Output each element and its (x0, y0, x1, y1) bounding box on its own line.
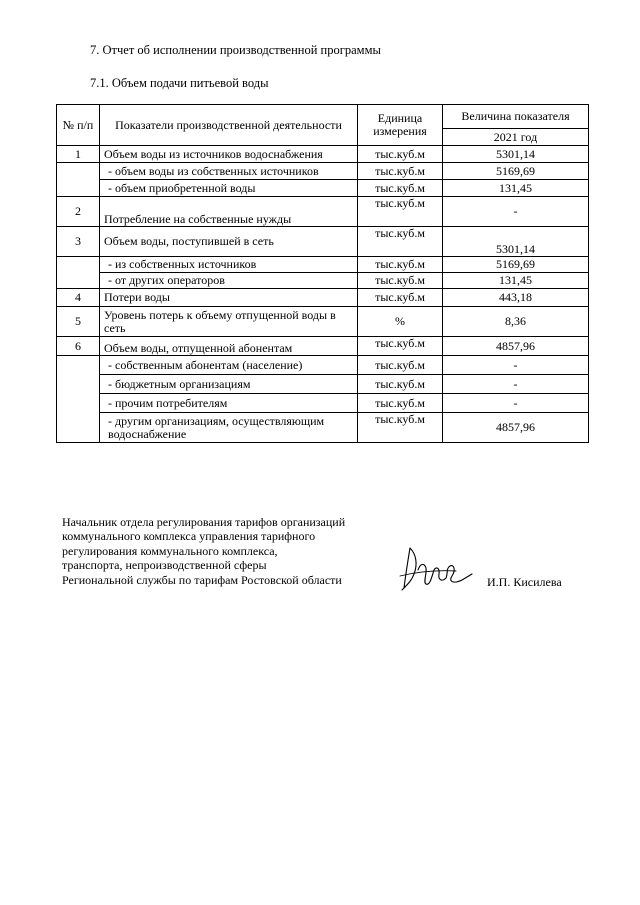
cell-value: 5301,14 (443, 146, 589, 163)
cell-unit: тыс.куб.м (358, 227, 443, 257)
cell-unit: тыс.куб.м (358, 413, 443, 443)
cell-name: Объем воды, поступившей в сеть (100, 227, 358, 257)
signatory-title (62, 515, 345, 587)
cell-num: 2 (57, 197, 100, 227)
cell-unit: тыс.куб.м (358, 197, 443, 227)
cell-value: - (443, 356, 589, 375)
cell-name: Потери воды (100, 289, 358, 307)
signatory-title-line: Региональной службы по тарифам Ростовской области (62, 572, 342, 587)
cell-name: Объем воды, отпущенной абонентам (100, 337, 358, 356)
table-row (57, 180, 589, 197)
cell-unit: тыс.куб.м (358, 163, 443, 180)
signatory-title-line: регулирования коммунального комплекса, (62, 543, 278, 558)
cell-value: 5169,69 (443, 163, 589, 180)
cell-name: - объем воды из собственных источников (100, 163, 358, 180)
table-row (57, 289, 589, 307)
header-unit: Единица измерения (358, 105, 443, 146)
water-supply-table (56, 104, 589, 443)
cell-name: - прочим потребителям (100, 394, 358, 413)
cell-value: 131,45 (443, 273, 589, 289)
header-value: Величина показателя (443, 105, 589, 129)
table-row (57, 337, 589, 356)
cell-value: 5301,14 (443, 227, 589, 257)
cell-value: 131,45 (443, 180, 589, 197)
cell-num (57, 356, 100, 443)
cell-unit: тыс.куб.м (358, 394, 443, 413)
cell-value: 4857,96 (443, 337, 589, 356)
cell-num: 3 (57, 227, 100, 257)
cell-num: 5 (57, 307, 100, 337)
table-row (57, 163, 589, 180)
cell-name: - из собственных источников (100, 257, 358, 273)
subsection-heading: 7.1. Объем подачи питьевой воды (90, 76, 269, 90)
cell-name: - объем приобретенной воды (100, 180, 358, 197)
cell-num: 6 (57, 337, 100, 356)
header-indicator: Показатели производственной деятельности (100, 105, 358, 146)
signatory-title-line: транспорта, непроизводственной сферы (62, 558, 267, 573)
cell-unit: тыс.куб.м (358, 146, 443, 163)
table-row (57, 413, 589, 443)
cell-name: Потребление на собственные нужды (100, 197, 358, 227)
signatory-title-line: коммунального комплекса управления тарифного (62, 529, 316, 544)
cell-unit: тыс.куб.м (358, 273, 443, 289)
handwritten-signature (396, 540, 476, 600)
cell-num (57, 163, 100, 197)
table-row (57, 273, 589, 289)
cell-name: - бюджетным организациям (100, 375, 358, 394)
header-num: № п/п (57, 105, 100, 146)
cell-unit: тыс.куб.м (358, 375, 443, 394)
table-row (57, 394, 589, 413)
cell-num: 1 (57, 146, 100, 163)
section-heading: 7. Отчет об исполнении производственной программы (90, 43, 381, 57)
cell-value: - (443, 394, 589, 413)
table-row (57, 146, 589, 163)
cell-name: Уровень потерь к объему отпущенной воды в сеть (100, 307, 358, 337)
cell-unit: тыс.куб.м (358, 289, 443, 307)
cell-num (57, 257, 100, 289)
cell-value: - (443, 375, 589, 394)
table-row (57, 197, 589, 227)
cell-value: 4857,96 (443, 413, 589, 443)
table-row (57, 257, 589, 273)
table-row (57, 307, 589, 337)
cell-unit: тыс.куб.м (358, 180, 443, 197)
cell-name: Объем воды из источников водоснабжения (100, 146, 358, 163)
cell-name: - собственным абонентам (население) (100, 356, 358, 375)
cell-name: - от других операторов (100, 273, 358, 289)
cell-name: - другим организациям, осуществляющим водоснабжение (100, 413, 358, 443)
cell-num: 4 (57, 289, 100, 307)
cell-value: 443,18 (443, 289, 589, 307)
table-row (57, 356, 589, 375)
cell-value: - (443, 197, 589, 227)
table-row (57, 375, 589, 394)
cell-unit: тыс.куб.м (358, 337, 443, 356)
signatory-title-line: Начальник отдела регулирования тарифов организаций (62, 515, 346, 529)
cell-value: 5169,69 (443, 257, 589, 273)
signer-name: И.П. Кисилева (487, 575, 562, 589)
cell-unit: тыс.куб.м (358, 356, 443, 375)
header-year: 2021 год (443, 129, 589, 146)
cell-unit: тыс.куб.м (358, 257, 443, 273)
cell-value: 8,36 (443, 307, 589, 337)
cell-unit: % (358, 307, 443, 337)
table-row (57, 227, 589, 257)
